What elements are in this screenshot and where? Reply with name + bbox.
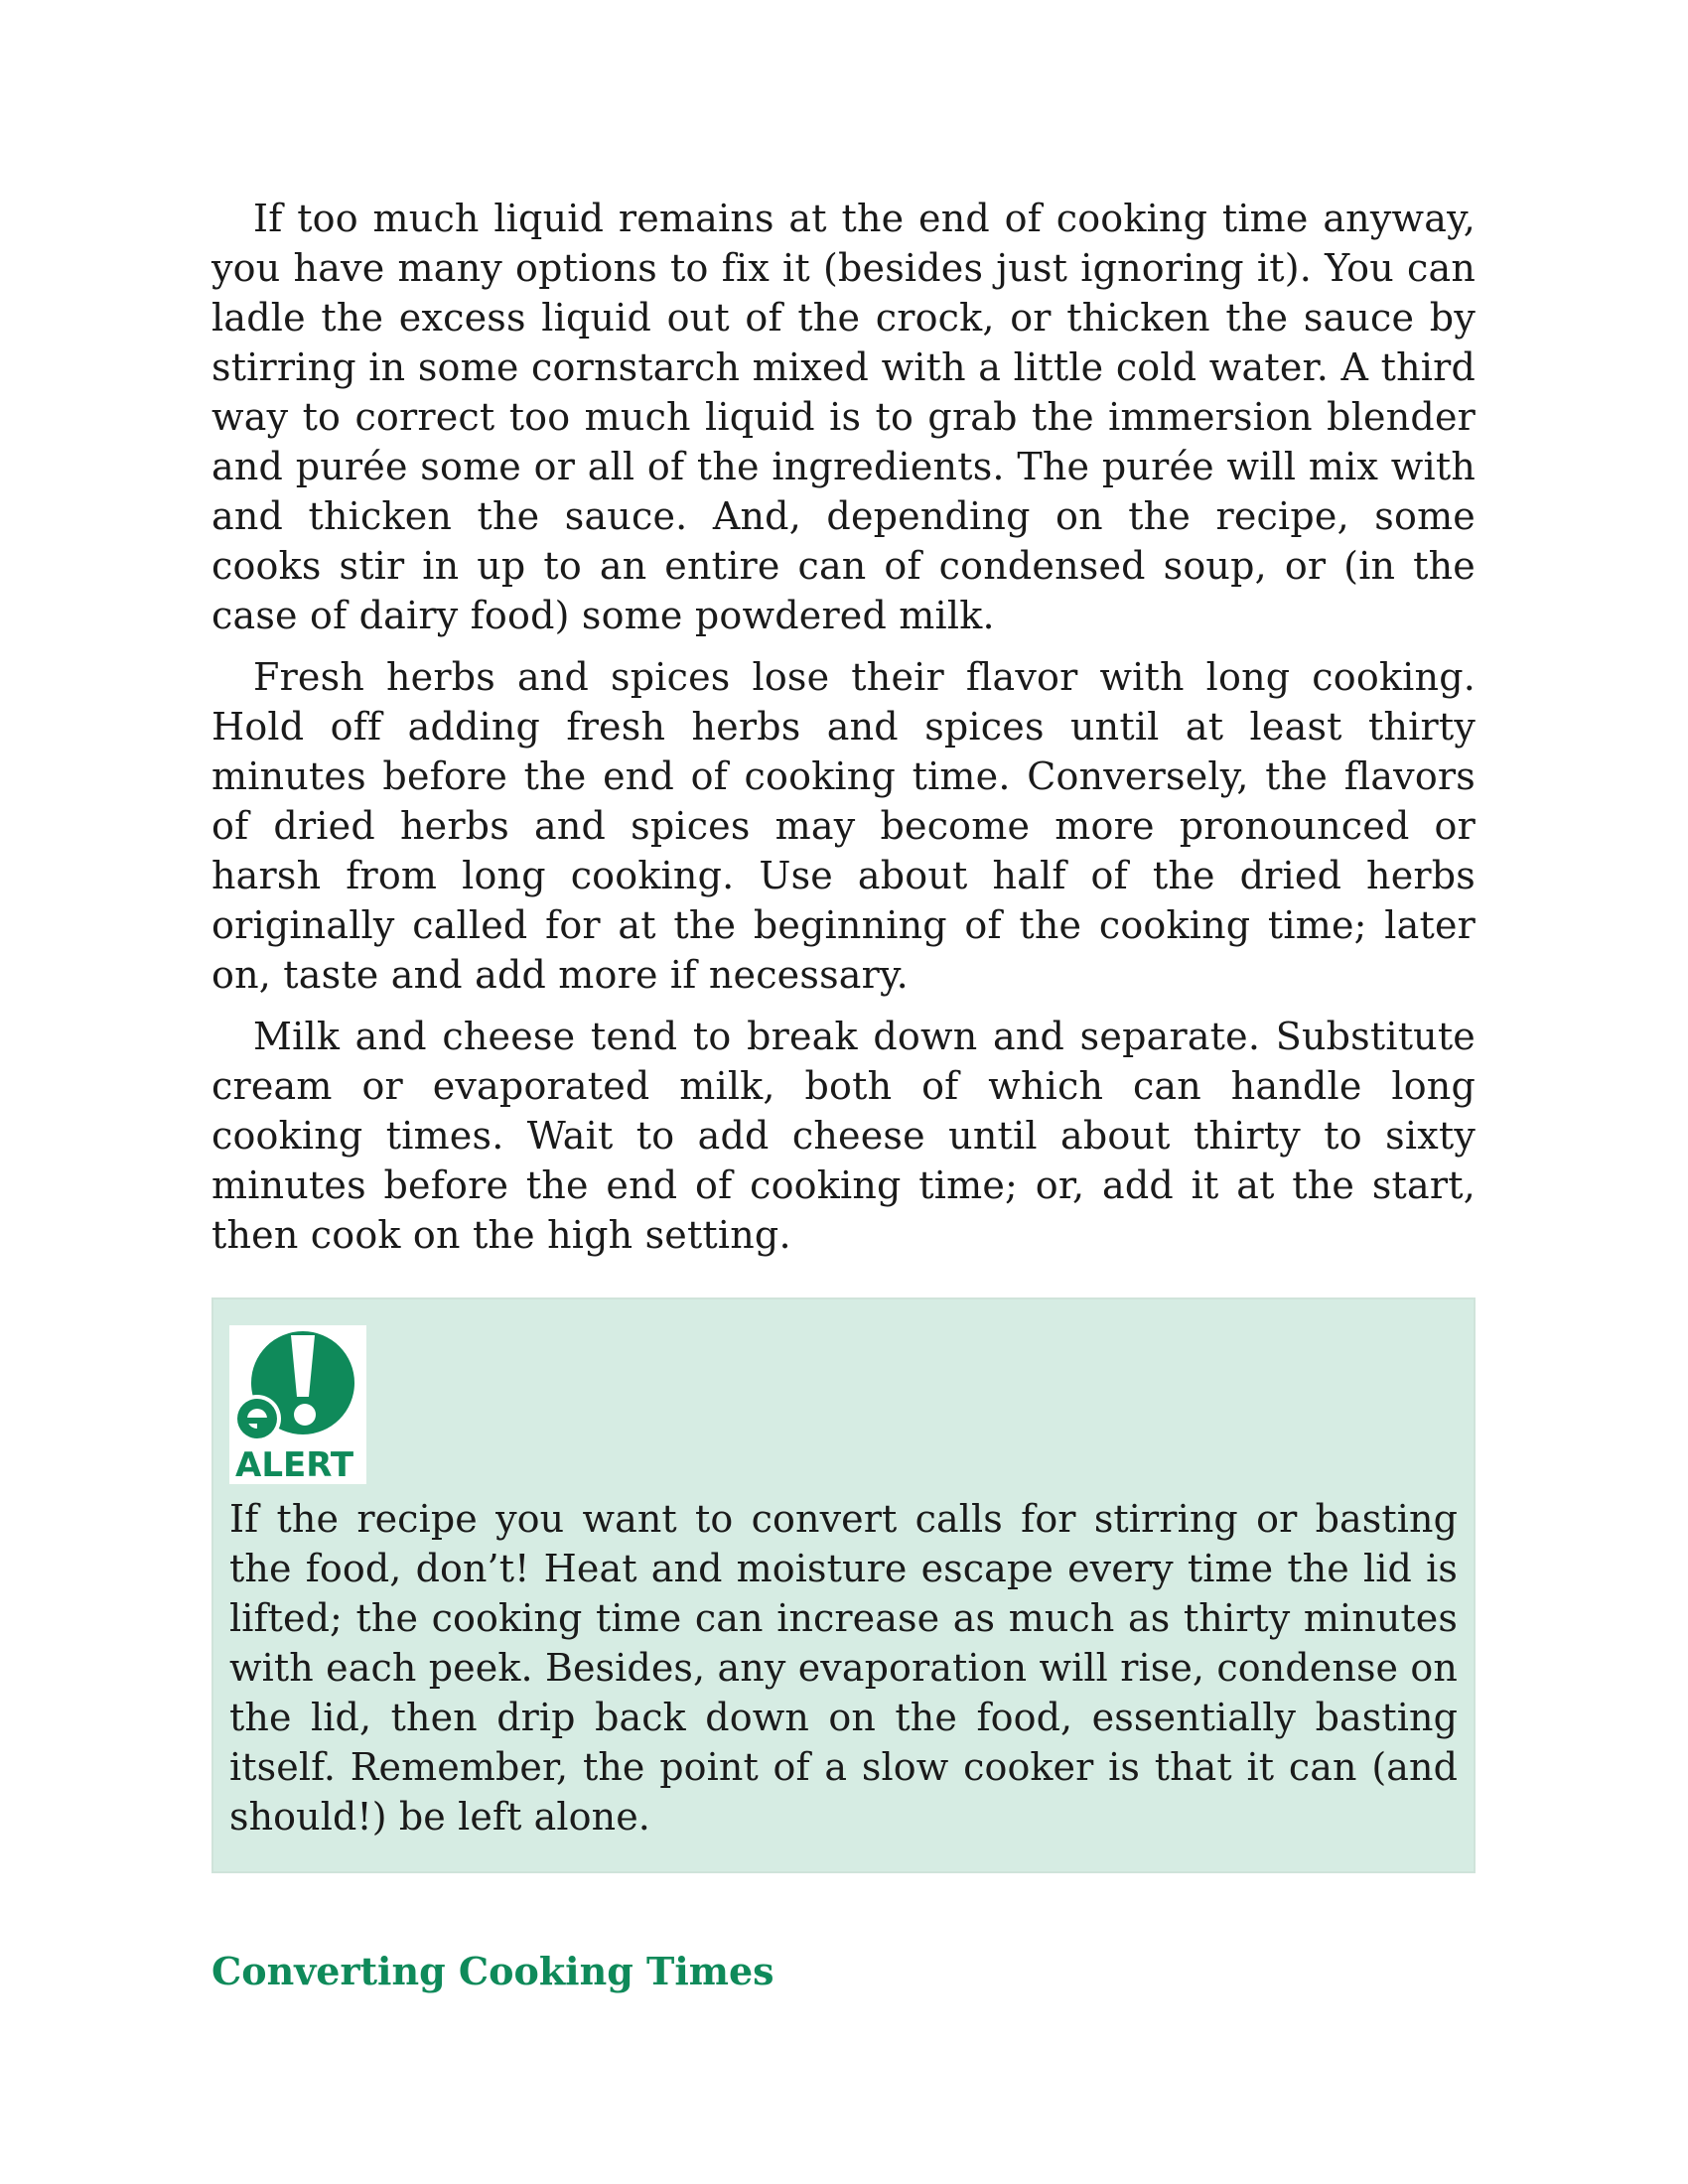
paragraph-herbs-spices: Fresh herbs and spices lose their flavor with long cooking. Hold off adding fresh herbs and spices until at least thirty minutes before the end of cooking time. Conversely, the flavors of dried herbs and spices may become more pronounced or harsh from long cooking. Use about half of the dried herbs originally called for at the beginning of the cooking time; later on, taste and add more if necessary. [211,655,1476,997]
section-heading: Converting Cooking Times [211,1949,774,1993]
alert-logo-text: ALERT [235,1445,354,1484]
paragraph-excess-liquid: If too much liquid remains at the end of cooking time anyway, you have many options to fix it (besides just ignoring it). You can ladle the excess liquid out of the crock, or thicken the sauce by stirring in some cornstarch mixed with a little cold water. A third way to correct too much liquid is to grab the immersion blender and purée some or all of the ingredients. The purée will mix with and thicken the sauce. And, depending on the recipe, some cooks stir in up to an entire can of condensed soup, or (in the case of dairy food) some powdered milk. [211,197,1476,637]
e-alert-icon [229,1325,366,1484]
alert-text: If the recipe you want to convert calls for stirring or basting the food, don’t! Heat and moisture escape every time the lid is lifted; the cooking time can increase as much as thirty minutes with each peek. Besides, any evaporation will rise, condense on the lid, then drip back down on the food, essentially basting itself. Remember, the point of a slow cooker is that it can (and should!) be left alone. [229,1497,1458,1839]
page-content [211,194,1476,1996]
paragraph-milk-cheese: Milk and cheese tend to break down and separate. Substitute cream or evaporated milk, both of which can handle long cooking times. Wait to add cheese until about thirty to sixty minutes before the end of cooking time; or, add it at the start, then cook on the high setting. [211,1015,1476,1257]
alert-callout [211,1297,1476,1873]
